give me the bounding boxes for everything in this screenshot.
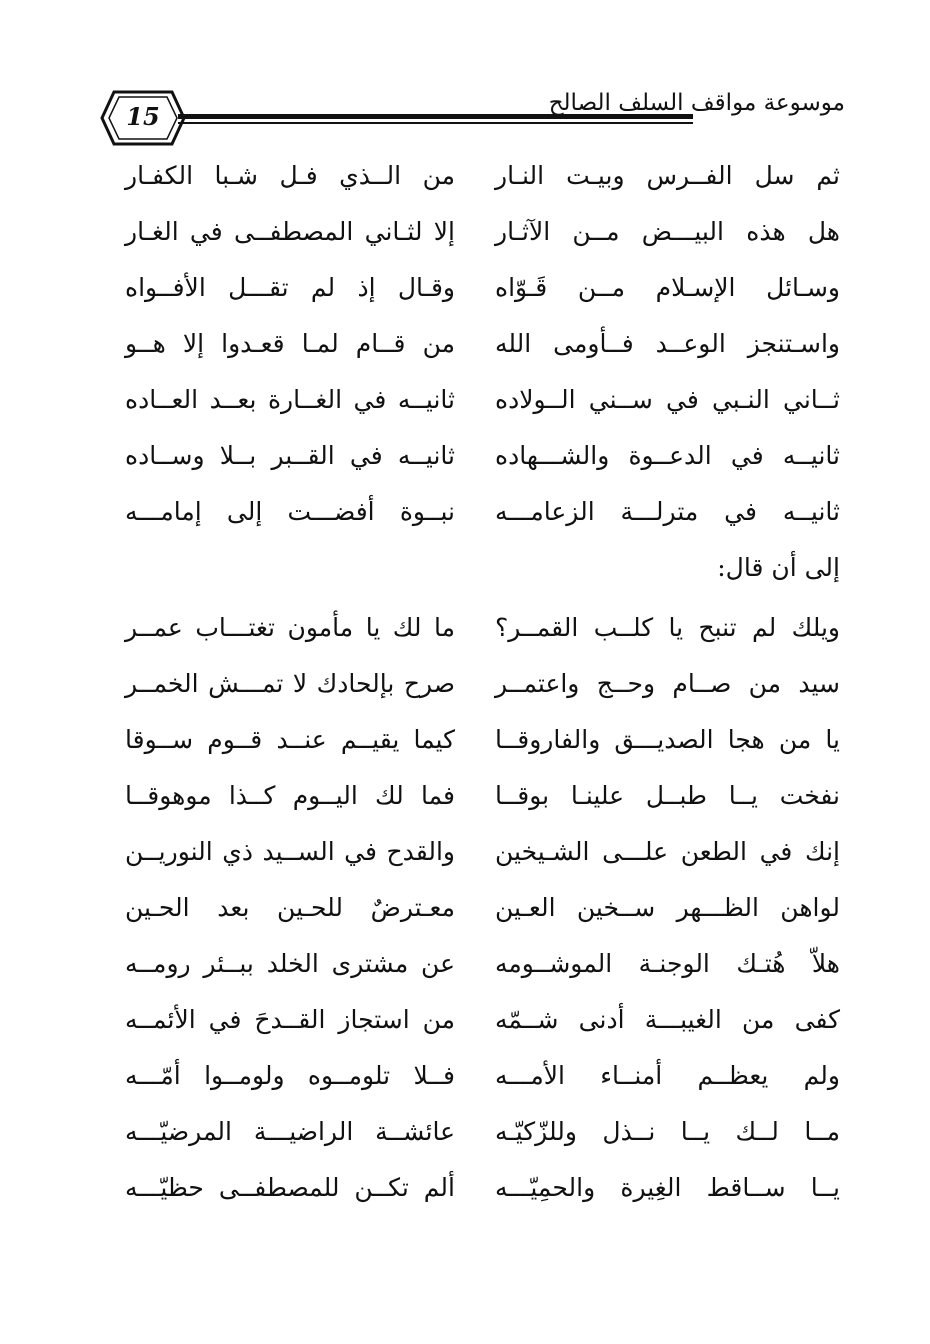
verse-row [0,324,930,364]
verse-second-hemistich: عائشــة الراضيـــة المرضيّـــه [125,1117,455,1146]
page-number-badge [100,88,186,148]
verse-first-hemistich: واسـتنجز الوعــد فــأومى الله [495,329,840,358]
verse-first-hemistich: ثــاني النـبي في ســني الــولاده [495,385,840,414]
verse-row [0,212,930,252]
verse-row [0,776,930,816]
verse-second-hemistich: صرح بإلحادك لا تمـــش الخمــر [125,669,455,698]
verse-second-hemistich: من الــذي فـل شـبا الكفـار [125,161,455,190]
verse-row [0,268,930,308]
verse-first-hemistich: نفخت يــا طبــل علينـا بوقــا [495,781,840,810]
verse-first-hemistich: هل هذه البيـــض مــن الآثـار [495,217,840,246]
verse-first-hemistich: لواهن الظـــهر ســخين العـين [495,893,840,922]
verse-second-hemistich: ما لك يا مأمون تغتـــاب عمــر [125,613,455,642]
verse-row [0,944,930,984]
verse-row [0,380,930,420]
verse-first-hemistich: كفى من الغيبـــة أدنى شــمّه [495,1005,840,1034]
verse-row [0,664,930,704]
verse-first-hemistich: ثانيــه في الدعــوة والشـــهاده [495,441,840,470]
verse-row [0,156,930,196]
verse-second-hemistich: كيما يقيــم عنــد قــوم ســوقا [125,725,455,754]
page-header [100,88,845,148]
verse-second-hemistich: ثانيــه في القــبر بــلا وســاده [125,441,455,470]
verse-row [0,1168,930,1208]
header-rule-thin [178,122,693,124]
verse-first-hemistich: إنك في الطعن علـــى الشـيخين [495,837,840,866]
verse-first-hemistich: ويلك لم تنبح يا كلــب القمــر؟ [495,613,840,642]
verse-second-hemistich: ألم تكــن للمصطفــى حظيّـــه [125,1173,455,1202]
verse-row [0,1112,930,1152]
verse-first-hemistich: يــا ســاقط الغِيرة والحمِيّـــه [495,1173,840,1202]
verse-second-hemistich: ثانيــه في الغــارة بعــد العــاده [125,385,455,414]
verse-second-hemistich: عن مشترى الخلد ببــئر رومــه [125,949,455,978]
verse-first-hemistich: ثانيــه في مترلـــة الزعامـــه [495,497,840,526]
verse-first-hemistich: ولم يعظــم أمنــاء الأمـــه [495,1061,840,1090]
verse-second-hemistich: من استجاز القــدحَ في الأئمــه [125,1005,455,1034]
book-title: موسوعة مواقف السلف الصالح [548,90,845,116]
verse-first-hemistich: هلاّ هُتـك الوجنـة الموشــومه [495,949,840,978]
verse-first-hemistich: وسـائل الإسـلام مــن قَـوّاه [495,273,840,302]
verse-row [0,832,930,872]
page-number: 15 [126,102,160,131]
verse-row [0,720,930,760]
verse-row [0,1056,930,1096]
verse-second-hemistich: والقدح في الســيد ذي النوريــن [125,837,455,866]
verse-second-hemistich: من قــام لمـا قعـدوا إلا هــو [125,329,455,358]
verse-first-hemistich: مــا لــك يــا نــذل وللزّكيّـه [495,1117,840,1146]
verse-second-hemistich: نبــوة أفضـــت إلى إمامـــه [125,497,455,526]
verse-row [0,608,930,648]
verse-second-hemistich: معـترضٌ للحـين بعد الحـين [125,893,455,922]
verse-first-hemistich: يا من هجا الصديـــق والفاروقــا [495,725,840,754]
verse-first-hemistich: ثم سل الفــرس وبيـت النـار [495,161,840,190]
verse-second-hemistich: وقـال إذ لم تقـــل الأفــواه [125,273,455,302]
verse-first-hemistich: سيد من صــام وحــج واعتمــر [495,669,840,698]
verse-row [0,436,930,476]
verse-second-hemistich: فما لك اليــوم كــذا موهوقــا [125,781,455,810]
transition-text: إلى أن قال: [717,553,840,582]
verse-second-hemistich: فــلا تلومــوه ولومــوا أمّـــه [125,1061,455,1090]
verse-row [0,1000,930,1040]
verse-row [0,888,930,928]
verse-row [0,492,930,532]
verse-second-hemistich: إلا لثـاني المصطفــى في الغـار [125,217,455,246]
